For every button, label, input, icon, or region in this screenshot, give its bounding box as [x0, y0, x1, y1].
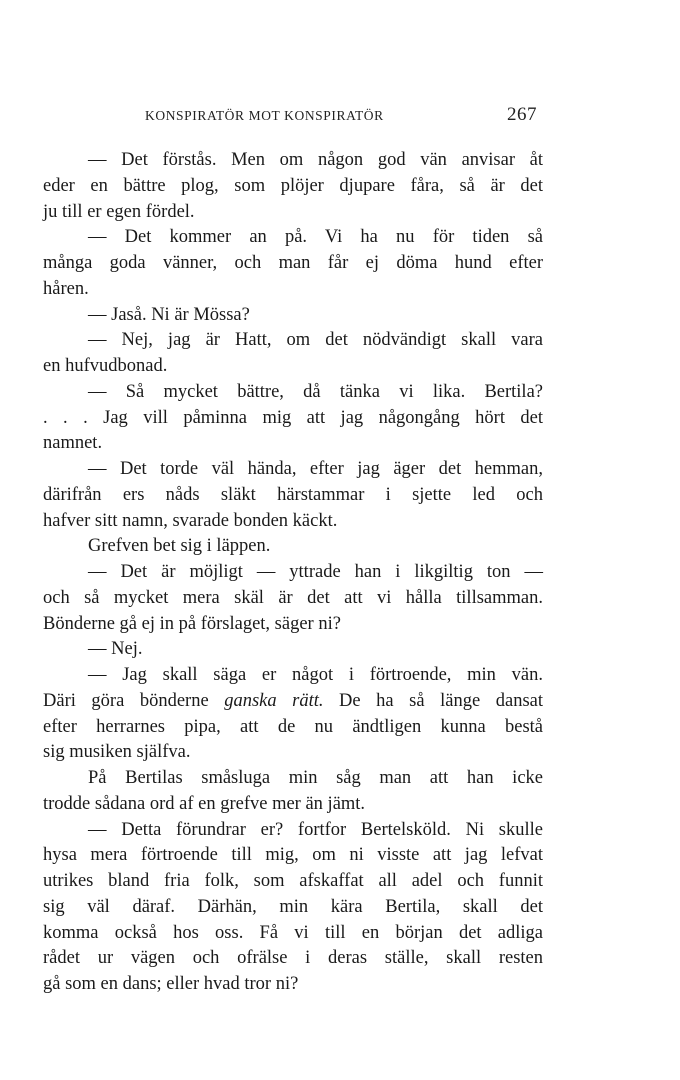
text-line: håren. [43, 278, 89, 299]
text-line: Bönderne gå ej in på förslaget, säger ni? [43, 613, 341, 634]
text-line: — Jaså. Ni är Mössa? [88, 304, 250, 325]
text-line: — Det kommer an på. Vi ha nu för tiden så [88, 227, 543, 248]
text-line: — Nej, jag är Hatt, om det nödvändigt skall vara [88, 330, 543, 351]
text-line: hysa mera förtroende till mig, om ni visste att jag lefvat [43, 845, 543, 866]
text-line: en hufvudbonad. [43, 356, 168, 376]
text-line: trodde sådana ord af en grefve mer än jämt. [43, 793, 366, 814]
text-line: ju till er egen fördel. [43, 201, 195, 222]
text-line: . . . Jag vill påminna mig att jag någongång hört det [43, 407, 543, 428]
text-segment: De ha så länge dansat [323, 690, 543, 711]
text-segment: Däri göra bönderne [43, 690, 225, 711]
text-line-with-italic [43, 689, 543, 715]
text-line: — Det förstås. Men om någon god vän anvisar åt [88, 150, 543, 170]
text-line: Grefven bet sig i läppen. [88, 536, 271, 557]
text-line: — Jag skall säga er något i förtroende, min vän. [88, 665, 543, 685]
text-line: hafver sitt namn, svarade bonden käckt. [43, 510, 338, 531]
text-line: På Bertilas småsluga min såg man att han icke [88, 768, 543, 788]
text-line: — Det är möjligt — yttrade han i likgiltig ton — [88, 562, 543, 582]
text-line: sig väl däraf. Därhän, min kära Bertila, skall det [43, 896, 543, 917]
text-line: många goda vänner, och man får ej döma hund efter [43, 253, 543, 273]
text-line: komma också hos oss. Få vi till en början det adliga [43, 922, 543, 943]
text-line: — Detta förundrar er? fortfor Bertelsköld. Ni skulle [88, 819, 543, 840]
italic-emphasis: ganska rätt. [224, 690, 324, 711]
text-line: rådet ur vägen och ofrälse i deras ställe, skall resten [43, 948, 543, 969]
text-line: — Det torde väl hända, efter jag äger det hemman, [88, 459, 543, 479]
text-line: och så mycket mera skäl är det att vi hålla tillsamman. [43, 587, 543, 608]
text-line: gå som en dans; eller hvad tror ni? [43, 974, 299, 994]
text-line: utrikes bland fria folk, som afskaffat all adel och funnit [43, 871, 543, 891]
text-line: — Nej. [88, 639, 143, 660]
text-line: namnet. [43, 433, 103, 454]
text-line: efter herrarnes pipa, att de nu ändtligen kunna bestå [43, 716, 543, 737]
running-title: KONSPIRATÖR MOT KONSPIRATÖR [145, 108, 384, 123]
text-line: — Så mycket bättre, då tänka vi lika. Bertila? [88, 381, 543, 402]
page-number: 267 [507, 104, 537, 125]
text-line: därifrån ers nåds släkt härstammar i sjette led och [43, 484, 543, 505]
body-text [43, 148, 543, 998]
text-line: eder en bättre plog, som plöjer djupare fåra, så är det [43, 175, 543, 196]
text-line: sig musiken själfva. [43, 742, 191, 763]
